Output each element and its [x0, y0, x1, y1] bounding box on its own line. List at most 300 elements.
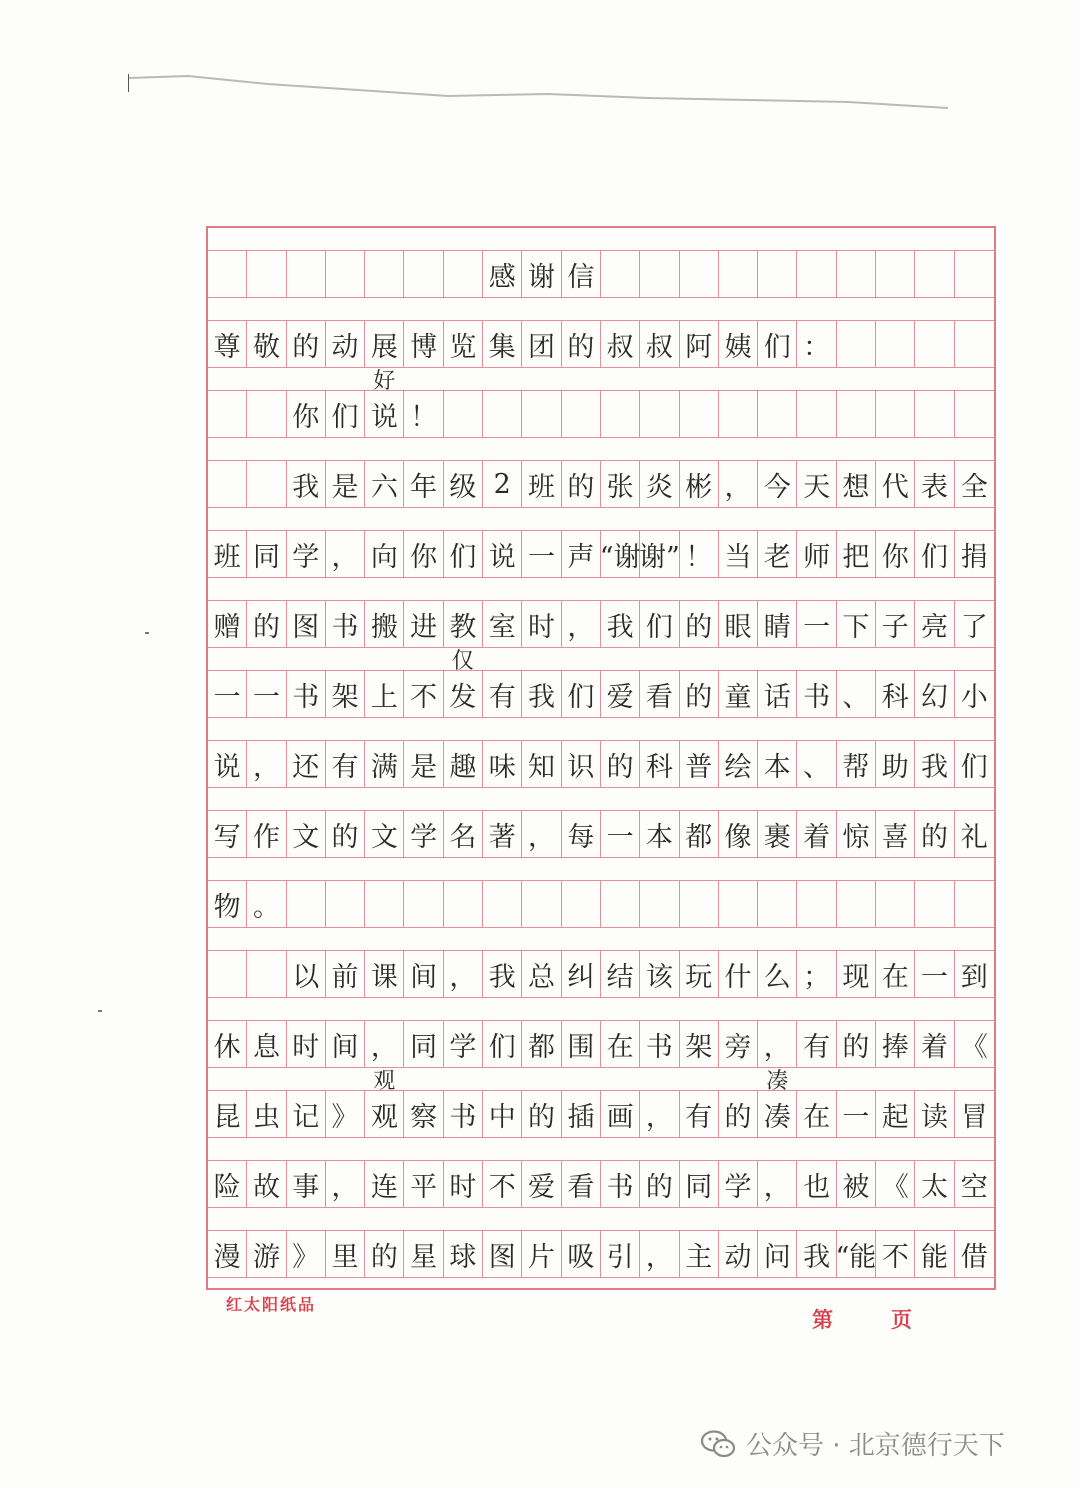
grid-cell: 普 [680, 741, 719, 787]
grid-cell: 尊 [208, 321, 247, 367]
grid-cell: 眼 [719, 601, 758, 647]
grid-cell [680, 881, 719, 927]
grid-cell [208, 461, 247, 507]
grid-cell: 书 [640, 1021, 679, 1067]
grid-cell: 不 [876, 1231, 915, 1277]
grid-cell: 书 [287, 671, 326, 717]
grid-cell: 在 [797, 1091, 836, 1137]
grid-cell: 的 [562, 321, 601, 367]
grid-cell: 们 [483, 1021, 522, 1067]
grid-cell: 科 [876, 671, 915, 717]
grid-cell: 引 [601, 1231, 640, 1277]
grid-cell: 每 [562, 811, 601, 857]
grid-cell: 的 [719, 1091, 758, 1137]
grid-cell [640, 881, 679, 927]
page-number-label [812, 1304, 912, 1334]
grid-cell: 事 [287, 1161, 326, 1207]
grid-cell: ， [326, 1161, 365, 1207]
grid-cell [208, 391, 247, 437]
handwritten-correction: 好 [373, 369, 396, 394]
grid-cell: 有 [483, 671, 522, 717]
grid-cell: 班 [208, 531, 247, 577]
grid-cell: 你 [404, 531, 443, 577]
grid-row [208, 1230, 994, 1278]
grid-cell: 我 [522, 671, 561, 717]
grid-cell: 名 [444, 811, 483, 857]
grid-cell: 你 [287, 391, 326, 437]
grid-cell: ， [640, 1091, 679, 1137]
grid-cell: 片 [522, 1231, 561, 1277]
grid-cell: 不 [483, 1161, 522, 1207]
grid-cell: 信 [562, 251, 601, 297]
grid-cell: 一 [797, 601, 836, 647]
grid-cell: 老 [758, 531, 797, 577]
grid-cell [287, 251, 326, 297]
grid-cell [837, 251, 876, 297]
grid-cell: 们 [444, 531, 483, 577]
grid-cell: 你 [876, 531, 915, 577]
grid-cell: 《 [960, 1031, 988, 1063]
grid-cell: 文 [365, 811, 404, 857]
grid-row [208, 950, 994, 998]
grid-cell: 有 [797, 1021, 836, 1067]
grid-cell: 书 [444, 1091, 483, 1137]
grid-cell [837, 391, 876, 437]
grid-cell: 结 [601, 951, 640, 997]
grid-cell [601, 881, 640, 927]
grid-cell: 谢 [522, 251, 561, 297]
grid-cell: 喜 [876, 811, 915, 857]
grid-cell: 我 [915, 741, 954, 787]
grid-cell: 本 [758, 741, 797, 787]
grid-cell: 的 [522, 1091, 561, 1137]
grid-cell: 了 [960, 611, 988, 643]
grid-cell: ， [758, 1021, 797, 1067]
grid-cell [680, 251, 719, 297]
grid-cell: 写 [208, 811, 247, 857]
grid-cell: ， [640, 1231, 679, 1277]
grid-cell: 裹 [758, 811, 797, 857]
grid-cell: 冒 [960, 1101, 988, 1133]
grid-cell [640, 251, 679, 297]
grid-row [208, 740, 994, 788]
grid-cell: 上 [365, 671, 404, 717]
grid-cell: 们 [960, 751, 988, 783]
grid-cell: 是 [404, 741, 443, 787]
grid-cell: 在 [876, 951, 915, 997]
grid-cell: 动 [326, 321, 365, 367]
grid-cell [680, 391, 719, 437]
grid-cell: 书 [601, 1161, 640, 1207]
grid-cell: 想 [837, 461, 876, 507]
grid-cell: 在 [601, 1021, 640, 1067]
grid-cell: 游 [247, 1231, 286, 1277]
grid-cell: 爱 [522, 1161, 561, 1207]
grid-cell: 张 [601, 461, 640, 507]
grid-cell: 太 [915, 1161, 954, 1207]
grid-cell [562, 881, 601, 927]
grid-cell: 玩 [680, 951, 719, 997]
grid-cell [365, 881, 404, 927]
grid-cell: 们 [915, 531, 954, 577]
grid-cell [208, 951, 247, 997]
handwritten-correction: 凑 [766, 1069, 789, 1094]
handwritten-correction: 观 [373, 1069, 396, 1094]
grid-cell: 被 [837, 1161, 876, 1207]
grid-cell: ， [522, 811, 561, 857]
grid-row [208, 390, 994, 438]
grid-cell: 着 [915, 1021, 954, 1067]
grid-cell: 图 [287, 601, 326, 647]
grid-cell: 的 [365, 1231, 404, 1277]
paper-brand-label: 红太阳纸品 [226, 1295, 317, 1314]
grid-row [208, 460, 994, 508]
grid-cell [797, 391, 836, 437]
grid-cell: 发 [444, 671, 483, 717]
grid-cell: 子 [876, 601, 915, 647]
grid-row [208, 1020, 994, 1068]
grid-cell: 纠 [562, 951, 601, 997]
grid-cell: 团 [522, 321, 561, 367]
scan-speck [98, 1010, 102, 1012]
grid-cell: 的 [287, 321, 326, 367]
grid-cell: “谢 [601, 531, 640, 577]
grid-cell: 亮 [915, 601, 954, 647]
grid-cell [719, 391, 758, 437]
grid-cell [444, 881, 483, 927]
grid-cell [562, 391, 601, 437]
grid-cell: 的 [640, 1161, 679, 1207]
grid-cell: 有 [326, 741, 365, 787]
grid-cell: 也 [797, 1161, 836, 1207]
grid-cell: 们 [562, 671, 601, 717]
grid-cell: 教 [444, 601, 483, 647]
grid-cell: 一 [247, 671, 286, 717]
grid-cell [326, 251, 365, 297]
grid-cell: 都 [522, 1021, 561, 1067]
grid-cell: 我 [601, 601, 640, 647]
grid-cell: 礼 [960, 821, 988, 853]
grid-cell: 凑 [758, 1091, 797, 1137]
grid-cell: 主 [680, 1231, 719, 1277]
grid-cell: 的 [837, 1021, 876, 1067]
grid-cell: 插 [562, 1091, 601, 1137]
grid-cell: 感 [483, 251, 522, 297]
manuscript-grid-paper [206, 226, 996, 1290]
grid-cell [797, 881, 836, 927]
grid-cell: 学 [287, 531, 326, 577]
grid-cell: 星 [404, 1231, 443, 1277]
grid-cell: 间 [326, 1021, 365, 1067]
grid-row [208, 1160, 994, 1208]
grid-cell: 里 [326, 1231, 365, 1277]
grid-cell: 味 [483, 741, 522, 787]
grid-cell: 们 [326, 391, 365, 437]
grid-cell: 彬 [680, 461, 719, 507]
grid-cell [601, 391, 640, 437]
grid-cell: 现 [837, 951, 876, 997]
grid-cell: 向 [365, 531, 404, 577]
grid-cell: 幻 [915, 671, 954, 717]
grid-cell: 间 [404, 951, 443, 997]
grid-cell [915, 321, 954, 367]
grid-cell: 的 [601, 741, 640, 787]
grid-cell: 息 [247, 1021, 286, 1067]
grid-cell [876, 251, 915, 297]
grid-cell: 的 [680, 671, 719, 717]
grid-cell: 绘 [719, 741, 758, 787]
grid-cell: 搬 [365, 601, 404, 647]
grid-cell: 班 [522, 461, 561, 507]
grid-cell: 到 [960, 961, 988, 993]
grid-cell: 捐 [960, 541, 988, 573]
grid-cell: 览 [444, 321, 483, 367]
grid-cell: 该 [640, 951, 679, 997]
grid-cell: 说 [483, 531, 522, 577]
grid-cell: 看 [640, 671, 679, 717]
grid-cell: 吸 [562, 1231, 601, 1277]
grid-cell: 姨 [719, 321, 758, 367]
grid-cell: 助 [876, 741, 915, 787]
grid-cell: 同 [404, 1021, 443, 1067]
grid-cell: 的 [326, 811, 365, 857]
grid-cell: 么 [758, 951, 797, 997]
grid-cell: ， [444, 951, 483, 997]
grid-cell: 旁 [719, 1021, 758, 1067]
grid-cell [483, 391, 522, 437]
grid-cell: 本 [640, 811, 679, 857]
grid-row [208, 810, 994, 858]
grid-cell: 的 [562, 461, 601, 507]
grid-cell: 一 [837, 1091, 876, 1137]
wechat-watermark [700, 1425, 1005, 1462]
grid-cell [758, 391, 797, 437]
grid-cell: 学 [444, 1021, 483, 1067]
grid-cell [247, 391, 286, 437]
grid-cell: 有 [680, 1091, 719, 1137]
grid-cell: 天 [797, 461, 836, 507]
grid-cell: 险 [208, 1161, 247, 1207]
grid-cell: 我 [483, 951, 522, 997]
grid-cell: 》 [287, 1231, 326, 1277]
scan-speck [145, 632, 149, 634]
grid-cell: 全 [960, 471, 988, 503]
grid-cell: 借 [960, 1241, 988, 1273]
grid-cell [404, 881, 443, 927]
grid-cell [915, 391, 954, 437]
grid-cell: 炎 [640, 461, 679, 507]
grid-cell: 漫 [208, 1231, 247, 1277]
grid-cell: 看 [562, 1161, 601, 1207]
grid-cell: 时 [522, 601, 561, 647]
grid-cell: 代 [876, 461, 915, 507]
grid-cell: 平 [404, 1161, 443, 1207]
grid-cell: 动 [719, 1231, 758, 1277]
grid-cell [915, 881, 954, 927]
grid-cell [326, 881, 365, 927]
wechat-icon [700, 1429, 736, 1459]
grid-cell: 察 [404, 1091, 443, 1137]
grid-cell: 画 [601, 1091, 640, 1137]
grid-cell: 都 [680, 811, 719, 857]
grid-cell [365, 251, 404, 297]
grid-cell: 说 [208, 741, 247, 787]
grid-cell: 年 [404, 461, 443, 507]
grid-cell: 起 [876, 1091, 915, 1137]
grid-cell [758, 881, 797, 927]
grid-cell [522, 391, 561, 437]
grid-row [208, 530, 994, 578]
grid-cell: 赠 [208, 601, 247, 647]
page-suffix: 页 [891, 1307, 912, 1332]
grid-cell [837, 321, 876, 367]
grid-cell [837, 881, 876, 927]
grid-cell: 捧 [876, 1021, 915, 1067]
grid-cell [640, 391, 679, 437]
grid-cell: 同 [247, 531, 286, 577]
grid-cell: 书 [797, 671, 836, 717]
grid-cell: 不 [404, 671, 443, 717]
grid-cell: 当 [719, 531, 758, 577]
grid-cell: ； [797, 951, 836, 997]
grid-cell [876, 321, 915, 367]
grid-cell: 能 [915, 1231, 954, 1277]
grid-row [208, 250, 994, 298]
grid-cell: 架 [326, 671, 365, 717]
grid-cell: 空 [960, 1171, 988, 1203]
grid-cell [404, 251, 443, 297]
grid-cell: 叔 [640, 321, 679, 367]
grid-cell: 作 [247, 811, 286, 857]
grid-cell [797, 251, 836, 297]
grid-cell: 帮 [837, 741, 876, 787]
grid-cell: 还 [287, 741, 326, 787]
grid-cell: 是 [326, 461, 365, 507]
grid-cell: 、 [837, 671, 876, 717]
grid-cell: ， [247, 741, 286, 787]
grid-cell: 虫 [247, 1091, 286, 1137]
grid-cell: 图 [483, 1231, 522, 1277]
grid-cell: 趣 [444, 741, 483, 787]
grid-cell: 我 [287, 461, 326, 507]
handwritten-correction: 仅 [451, 649, 474, 674]
grid-cell: ！ [404, 391, 443, 437]
grid-cell [247, 251, 286, 297]
grid-cell: 们 [758, 321, 797, 367]
grid-cell: 时 [287, 1021, 326, 1067]
grid-cell: 《 [876, 1161, 915, 1207]
grid-row [208, 1090, 994, 1138]
grid-cell: 室 [483, 601, 522, 647]
grid-cell: 集 [483, 321, 522, 367]
grid-cell: 一 [915, 951, 954, 997]
grid-cell [955, 251, 994, 297]
grid-cell: 话 [758, 671, 797, 717]
grid-cell: 学 [719, 1161, 758, 1207]
grid-cell: 级 [444, 461, 483, 507]
grid-cell: 师 [797, 531, 836, 577]
grid-cell: 总 [522, 951, 561, 997]
grid-cell: 声 [562, 531, 601, 577]
grid-cell: 把 [837, 531, 876, 577]
grid-cell: 睛 [758, 601, 797, 647]
grid-cell [247, 461, 286, 507]
grid-cell: 下 [837, 601, 876, 647]
grid-cell: 叔 [601, 321, 640, 367]
grid-cell [444, 251, 483, 297]
grid-cell: 一 [522, 531, 561, 577]
grid-row [208, 880, 994, 928]
grid-cell [247, 951, 286, 997]
grid-cell [444, 391, 483, 437]
watermark-text: 公众号 · 北京德行天下 [746, 1431, 1005, 1461]
grid-row [208, 670, 994, 718]
grid-cell: 谢” [640, 531, 679, 577]
grid-cell: 博 [404, 321, 443, 367]
grid-cell: 的 [680, 601, 719, 647]
grid-cell: 今 [758, 461, 797, 507]
grid-cell [208, 251, 247, 297]
grid-cell: 昆 [208, 1091, 247, 1137]
grid-cell: 2 [483, 461, 522, 507]
grid-cell [719, 251, 758, 297]
grid-cell [601, 251, 640, 297]
grid-cell: 故 [247, 1161, 286, 1207]
grid-cell: 前 [326, 951, 365, 997]
grid-cell: 一 [208, 671, 247, 717]
grid-cell: 惊 [837, 811, 876, 857]
grid-cell: 同 [680, 1161, 719, 1207]
grid-cell: 以 [287, 951, 326, 997]
grid-cell: 物 [208, 881, 247, 927]
grid-cell: “能 [837, 1231, 876, 1277]
grid-cell: 像 [719, 811, 758, 857]
grid-cell: 着 [797, 811, 836, 857]
grid-cell [287, 881, 326, 927]
grid-cell: 架 [680, 1021, 719, 1067]
grid-cell [915, 251, 954, 297]
grid-cell [955, 391, 994, 437]
grid-cell: ！ [680, 531, 719, 577]
grid-cell: 的 [915, 811, 954, 857]
grid-cell: 科 [640, 741, 679, 787]
grid-cell [955, 321, 994, 367]
grid-cell: ， [326, 531, 365, 577]
grid-cell: 问 [758, 1231, 797, 1277]
grid-cell: 六 [365, 461, 404, 507]
grid-cell: ， [719, 461, 758, 507]
grid-cell: 中 [483, 1091, 522, 1137]
page-prefix: 第 [812, 1307, 833, 1332]
grid-cell: ， [562, 601, 601, 647]
grid-cell: 们 [640, 601, 679, 647]
grid-cell: 一 [601, 811, 640, 857]
grid-cell: 球 [444, 1231, 483, 1277]
grid-cell: 休 [208, 1021, 247, 1067]
grid-cell: 书 [326, 601, 365, 647]
grid-cell: 表 [915, 461, 954, 507]
grid-cell: 学 [404, 811, 443, 857]
grid-cell: 时 [444, 1161, 483, 1207]
grid-cell: 文 [287, 811, 326, 857]
grid-cell: ： [797, 321, 836, 367]
grid-cell: 进 [404, 601, 443, 647]
grid-cell: 童 [719, 671, 758, 717]
grid-cell: 说 [365, 391, 404, 437]
grid-cell [876, 881, 915, 927]
grid-cell [955, 881, 994, 927]
grid-row [208, 320, 994, 368]
